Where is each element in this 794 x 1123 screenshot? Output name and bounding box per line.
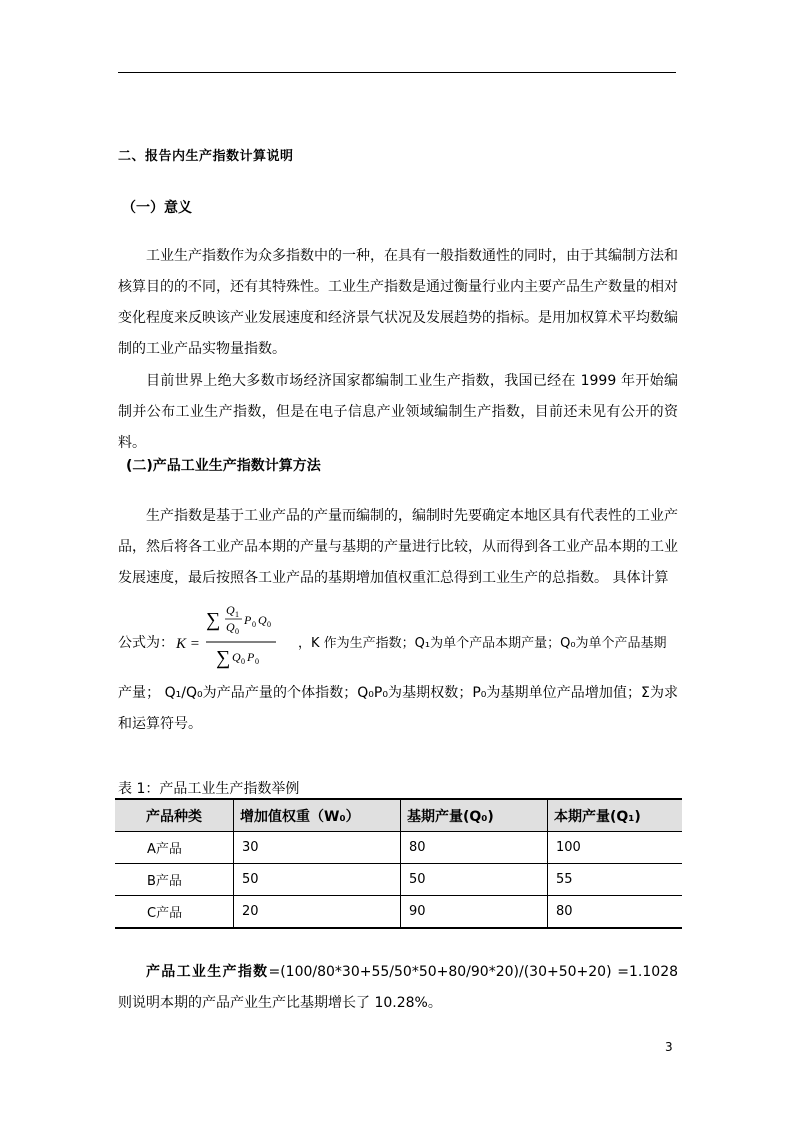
section-title: 二、报告内生产指数计算说明 (118, 149, 294, 164)
paragraph-symbols: 产量； Q₁/Q₀为产品产量的个体指数；Q₀P₀为基期权数；P₀为基期单位产品增加值；Σ为求和运算符号。 (118, 685, 678, 732)
cell-base-output: 90 (401, 896, 548, 929)
formula-label: 公式为： (118, 635, 174, 651)
formula-line (118, 598, 688, 678)
svg-text:Q: Q (258, 613, 267, 627)
subsection-title-method: (二)产品工业生产指数计算方法 (126, 458, 321, 474)
header-product-type: 产品种类 (115, 799, 234, 832)
svg-text:1: 1 (235, 610, 239, 619)
result-text: =(100/80*30+55/50*50+80/90*20)/(30+50+20) =1.1028 则说明本期的产品产业生产比基期增长了 10.28%。 (118, 964, 679, 1011)
svg-text:0: 0 (267, 620, 271, 629)
svg-text:0: 0 (235, 627, 239, 636)
production-index-table (115, 798, 682, 929)
header-value-added-weight: 增加值权重（W₀） (234, 799, 401, 832)
cell-base-output: 80 (401, 832, 548, 864)
table-header-row (115, 799, 682, 832)
header-current-output: 本期产量(Q₁) (548, 799, 683, 832)
cell-product: C产品 (115, 896, 234, 929)
svg-text:P: P (247, 650, 255, 664)
table-row (115, 896, 682, 929)
cell-current-output: 100 (548, 832, 683, 864)
page-number: 3 (665, 1040, 673, 1054)
paragraph-meaning-2: 目前世界上绝大多数市场经济国家都编制工业生产指数，我国已经在 1999 年开始编制并公布工业生产指数，但是在电子信息产业领域编制生产指数，目前还未见有公开的资料。 (118, 373, 678, 451)
cell-weight: 50 (234, 864, 401, 896)
svg-text:P: P (244, 613, 252, 627)
cell-weight: 30 (234, 832, 401, 864)
svg-text:Q: Q (226, 620, 235, 634)
cell-current-output: 55 (548, 864, 683, 896)
cell-current-output: 80 (548, 896, 683, 929)
svg-text:0: 0 (255, 657, 259, 666)
cell-product: A产品 (115, 832, 234, 864)
svg-text:0: 0 (252, 620, 256, 629)
table-row (115, 864, 682, 896)
formula-description: ，K 作为生产指数；Q₁为单个产品本期产量；Q₀为单个产品基期 (298, 636, 667, 651)
header-base-output: 基期产量(Q₀) (401, 799, 548, 832)
svg-text:Q: Q (232, 650, 241, 664)
cell-product: B产品 (115, 864, 234, 896)
table-row (115, 832, 682, 864)
result-label: 产品工业生产指数 (146, 964, 269, 980)
header-rule (118, 72, 676, 73)
table-caption: 表 1：产品工业生产指数举例 (118, 781, 300, 797)
svg-text:∑: ∑ (206, 609, 221, 631)
cell-base-output: 50 (401, 864, 548, 896)
subsection-title-meaning: （一）意义 (122, 200, 192, 216)
formula-lhs: K = (176, 636, 200, 652)
production-index-formula (174, 598, 294, 674)
cell-weight: 20 (234, 896, 401, 929)
svg-text:0: 0 (241, 657, 245, 666)
paragraph-result (118, 957, 678, 1019)
paragraph-method: 生产指数是基于工业产品的产量而编制的，编制时先要确定本地区具有代表性的工业产品，然后将各工业产品本期的产量与基期的产量进行比较，从而得到各工业产品本期的工业发展速度，最后按照各工业产品的基期增加值权重汇总得到工业生产的总指数。 具体计算 (118, 508, 678, 586)
svg-text:Q: Q (226, 603, 235, 617)
paragraph-meaning-1: 工业生产指数作为众多指数中的一种，在具有一般指数通性的同时，由于其编制方法和核算目的的不同，还有其特殊性。工业生产指数是通过衡量行业内主要产品生产数量的相对变化程度来反映该产业发展速度和经济景气状况及发展趋势的指标。是用加权算术平均数编制的工业产品实物量指数。 (118, 248, 678, 357)
svg-text:∑: ∑ (216, 647, 231, 669)
